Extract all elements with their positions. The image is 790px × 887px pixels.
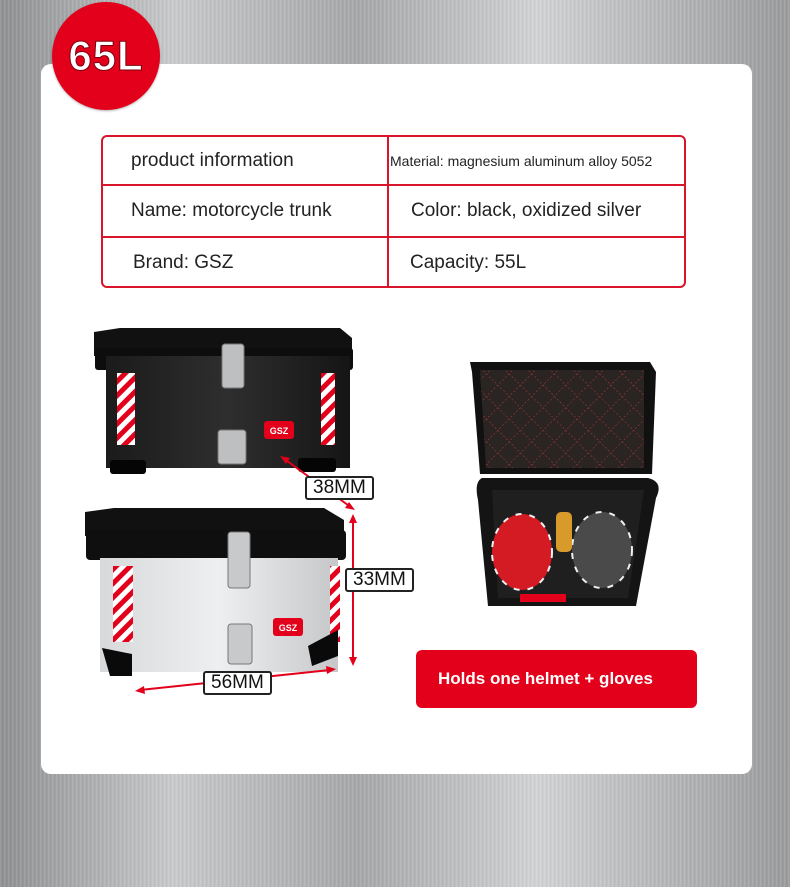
table-cell-product-info: product information <box>131 149 294 171</box>
table-cell-capacity: Capacity: 55L <box>410 252 527 273</box>
silver-trunk-image <box>85 508 346 676</box>
brand-logo-silver: GSZ <box>278 623 298 633</box>
table-cell-color: Color: black, oxidized silver <box>411 200 642 221</box>
black-trunk-image <box>94 328 353 474</box>
table-cell-material: Material: magnesium aluminum alloy 5052 <box>390 152 653 169</box>
open-trunk-image <box>470 362 659 606</box>
capacity-badge <box>52 2 160 110</box>
brand-logo-black: GSZ <box>269 426 289 436</box>
dimension-height-label: 33MM <box>345 568 414 592</box>
table-cell-brand: Brand: GSZ <box>133 252 234 273</box>
helmet-capacity-text: Holds one helmet + gloves <box>438 669 653 688</box>
capacity-badge-text: 65L <box>68 32 144 79</box>
helmet-capacity-banner <box>416 650 697 708</box>
dimension-depth-label: 38MM <box>305 476 374 500</box>
dimension-width-label: 56MM <box>203 671 272 695</box>
table-cell-name: Name: motorcycle trunk <box>131 200 332 221</box>
